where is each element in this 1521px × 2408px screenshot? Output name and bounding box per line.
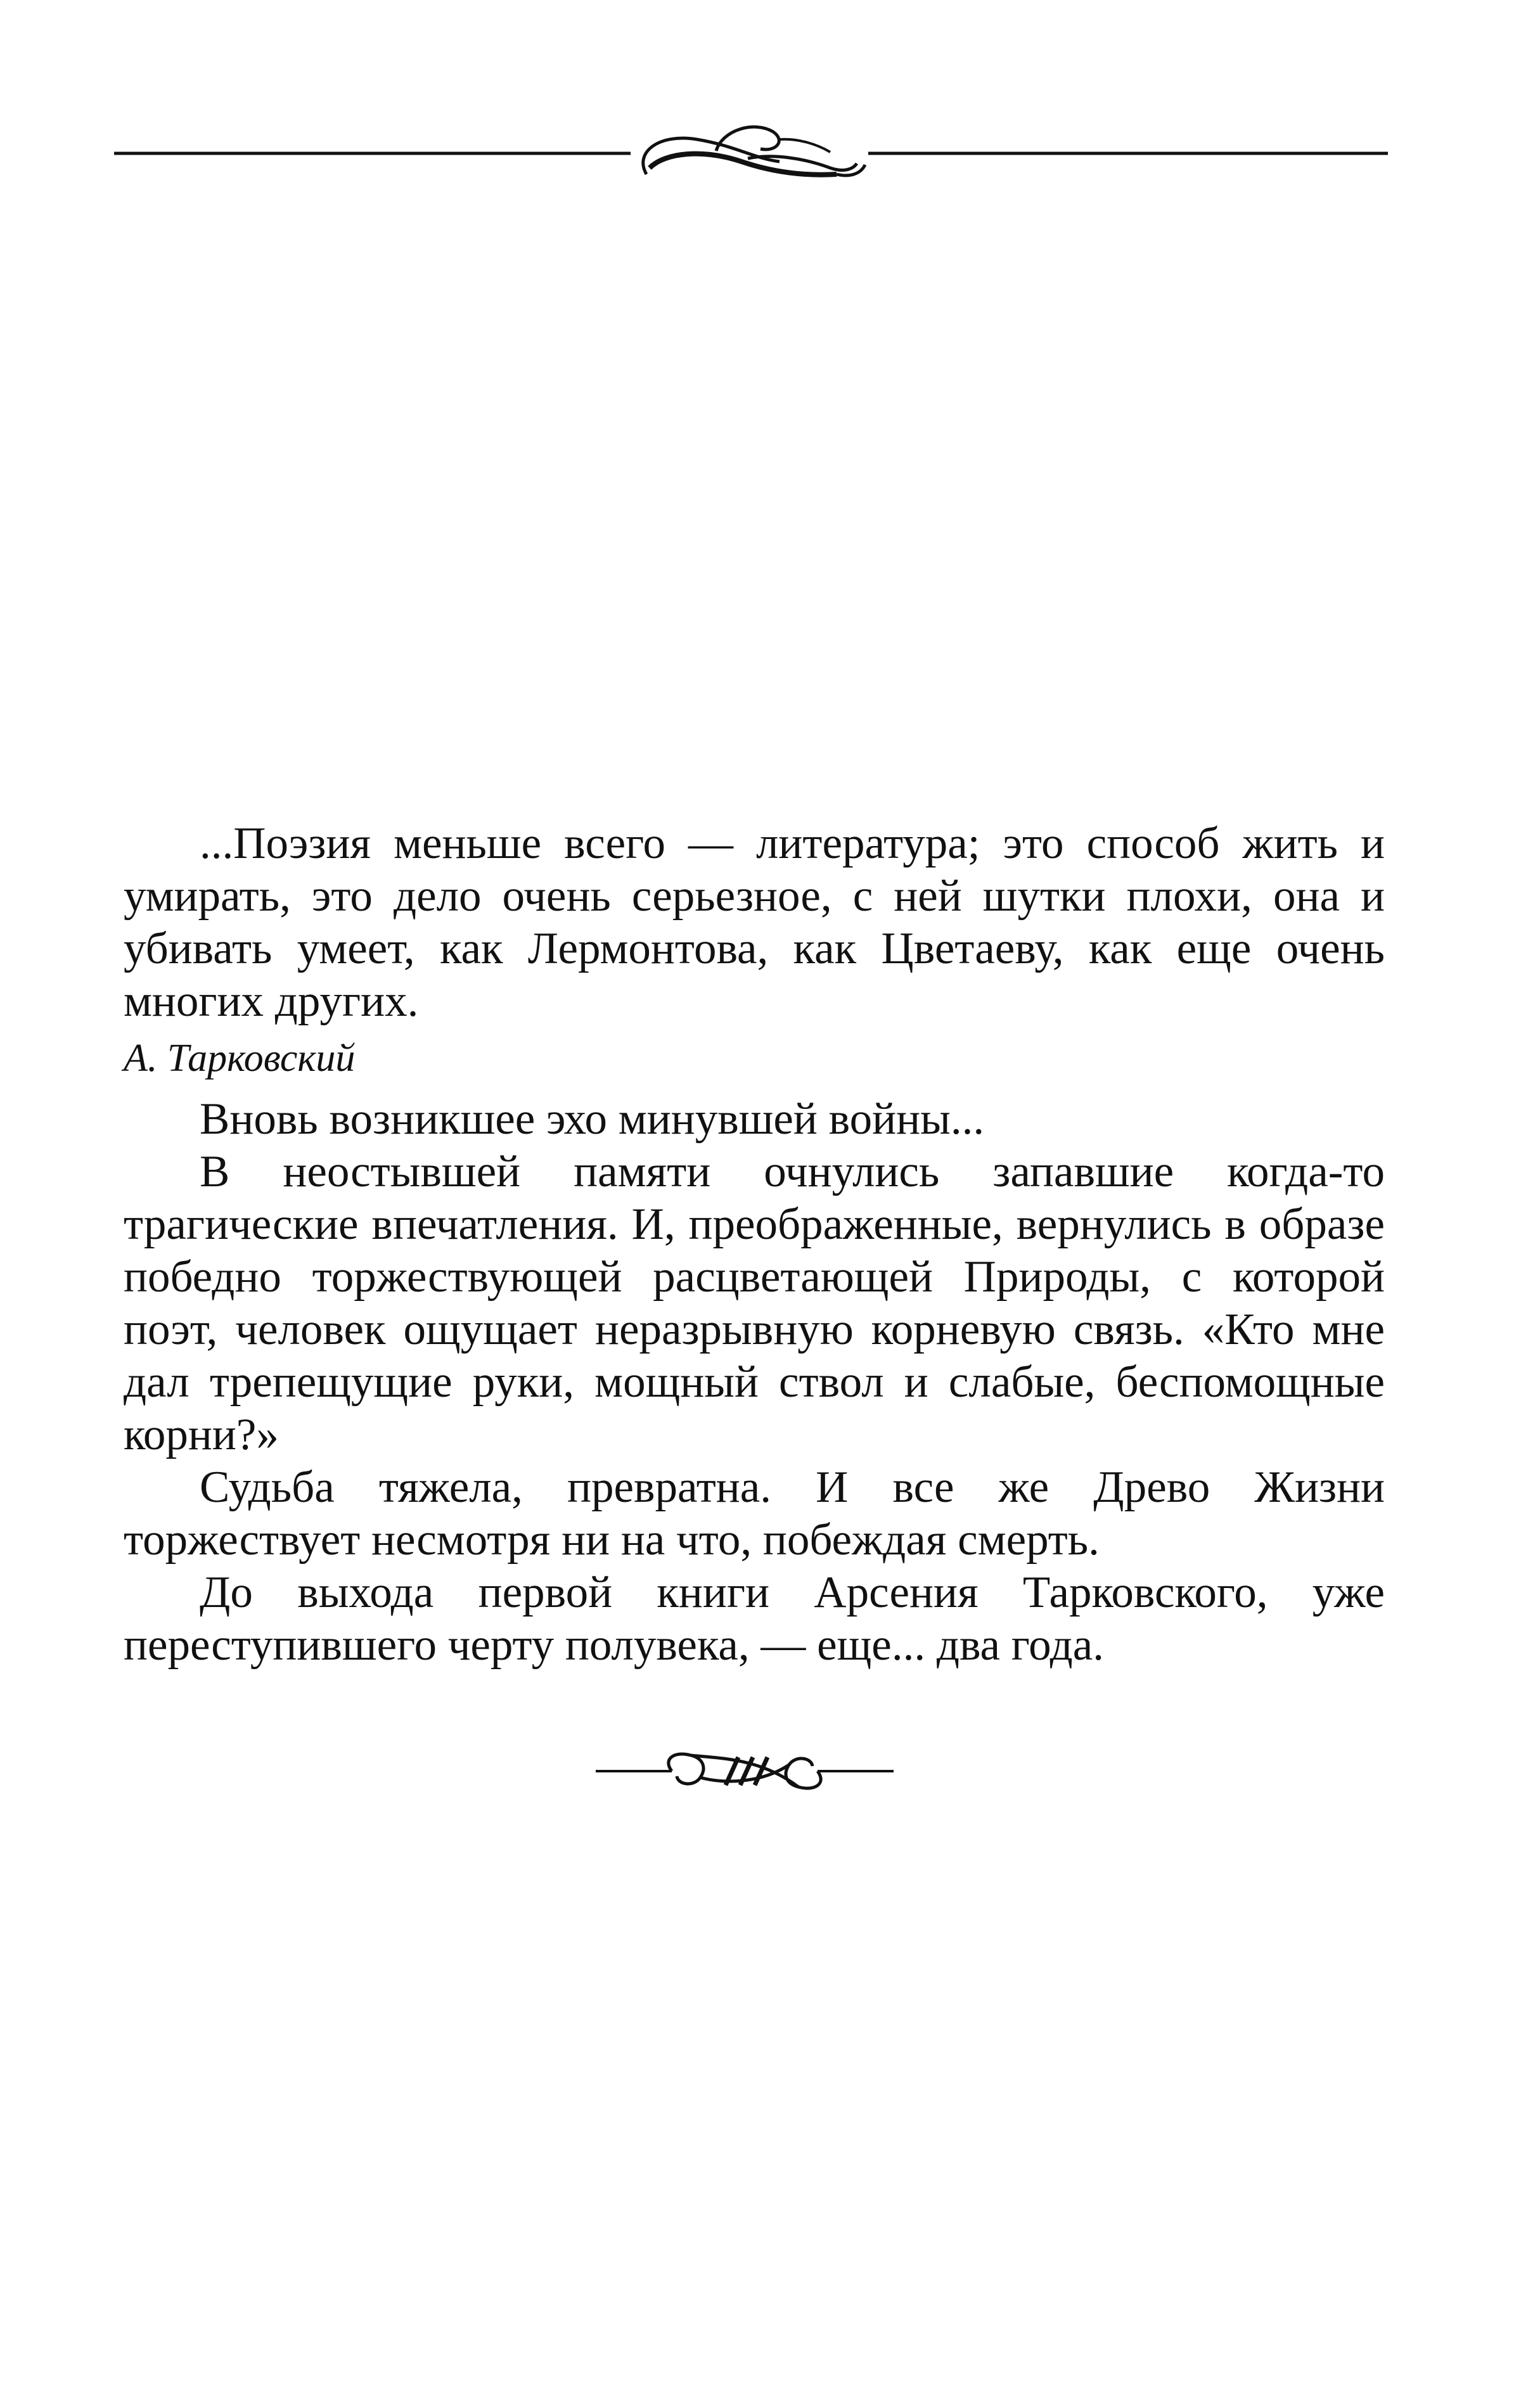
footer-flourish-icon [596, 1739, 894, 1803]
header-flourish-icon [114, 114, 1388, 196]
epigraph-author: А. Тарковский [124, 1037, 356, 1080]
epigraph [124, 817, 1385, 1084]
paragraph: До выхода первой книги Арсения Тарковского, уже переступившего черту полувека, — еще... два года. [124, 1568, 1385, 1670]
paragraph: В неостывшей памяти очнулись запавшие когда-то трагические впечатления. И, преображенные, вернулись в образе победно торжествующей расцветающей Природы, с которой поэт, человек ощущает неразрывную корневую связь. «Кто мне дал трепещущие руки, мощный ствол и слабые, беспомощные корни?» [124, 1147, 1385, 1459]
paragraph: Вновь возникшее эхо минувшей войны... [200, 1094, 985, 1144]
main-text [124, 1093, 1385, 1672]
paragraph: Судьба тяжела, превратна. И все же Древо Жизни торжествует несмотря ни на что, побеждая смерть. [124, 1463, 1385, 1565]
epigraph-text: ...Поэзия меньше всего — литература; это способ жить и умирать, это дело очень серьезное, с ней шутки плохи, она и убивать умеет, как Лермонтова, как Цветаеву, как еще очень многих других. [124, 819, 1385, 1026]
